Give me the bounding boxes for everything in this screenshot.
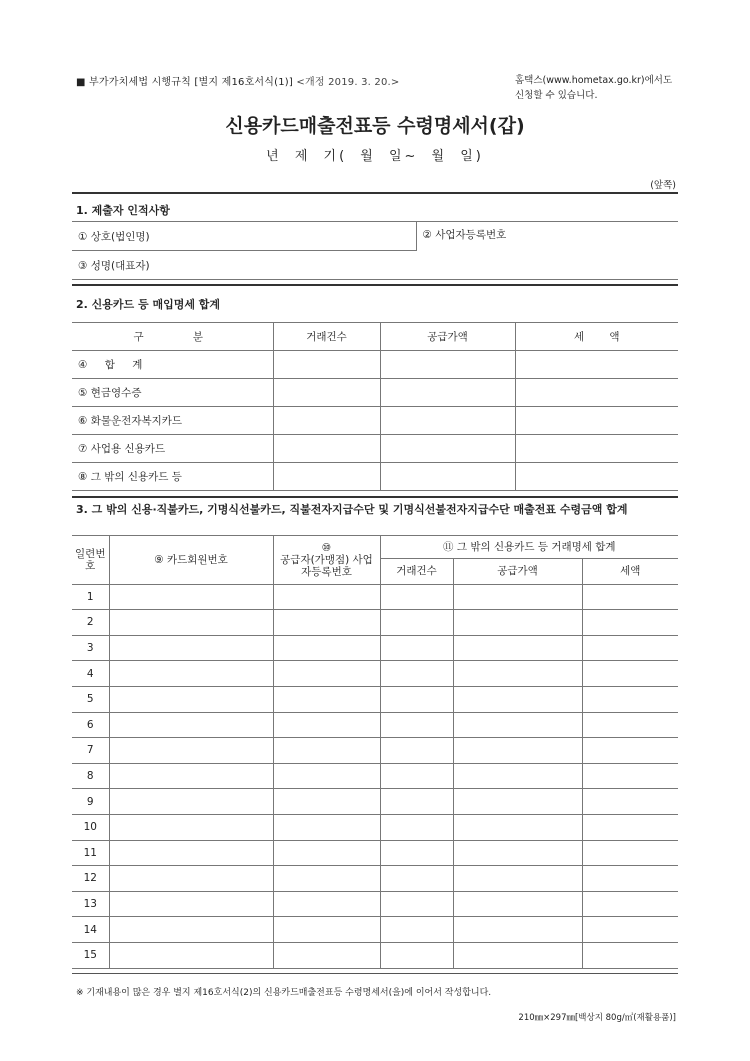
serial-number: 9 xyxy=(72,789,109,815)
table-row xyxy=(72,610,678,636)
cell-input[interactable] xyxy=(273,712,380,738)
cell-input[interactable] xyxy=(109,712,273,738)
cell-input[interactable] xyxy=(582,712,678,738)
cell-input[interactable] xyxy=(380,712,453,738)
header-tax: 세 액 xyxy=(515,323,678,351)
serial-number: 1 xyxy=(72,584,109,610)
trade-name-field[interactable]: ① 상호(법인명) xyxy=(72,222,416,251)
cell-input[interactable] xyxy=(453,635,582,661)
header-card-number: ⑨ 카드회원번호 xyxy=(109,536,273,585)
biz-reg-no-field[interactable]: ② 사업자등록번호 xyxy=(416,222,678,280)
purchase-summary-table xyxy=(72,322,678,491)
cell-input[interactable] xyxy=(109,814,273,840)
header-detail-count: 거래건수 xyxy=(380,559,453,585)
header-category: 구 분 xyxy=(72,323,273,351)
serial-number: 13 xyxy=(72,891,109,917)
cell-input[interactable] xyxy=(380,407,515,435)
cell-input[interactable] xyxy=(453,610,582,636)
revision-date: <개정 2019. 3. 20.> xyxy=(296,77,400,88)
table-row xyxy=(72,635,678,661)
cell-input[interactable] xyxy=(453,840,582,866)
cell-input[interactable] xyxy=(515,379,678,407)
cell-input[interactable] xyxy=(582,814,678,840)
cell-input[interactable] xyxy=(453,866,582,892)
cell-input[interactable] xyxy=(380,942,453,968)
hometax-line-2: 신청할 수 있습니다. xyxy=(515,90,598,101)
section3-title: 3. 그 밖의 신용·직불카드, 기명식선불카드, 직불전자지급수단 및 기명식선불전자지급수단 매출전표 수령금액 합계 xyxy=(76,503,628,516)
serial-number: 3 xyxy=(72,635,109,661)
cell-input[interactable] xyxy=(109,661,273,687)
table-row xyxy=(72,814,678,840)
table-row xyxy=(72,866,678,892)
table-row xyxy=(72,840,678,866)
cell-input[interactable] xyxy=(273,584,380,610)
cell-input[interactable] xyxy=(273,686,380,712)
cell-input[interactable] xyxy=(273,738,380,764)
cell-input[interactable] xyxy=(582,840,678,866)
table-row xyxy=(72,891,678,917)
cell-input[interactable] xyxy=(273,891,380,917)
header-supplier xyxy=(273,536,380,585)
cell-input[interactable] xyxy=(273,763,380,789)
row-freight-card-label: ⑥ 화물운전자복지카드 xyxy=(72,407,273,435)
table-row xyxy=(72,712,678,738)
serial-number: 15 xyxy=(72,942,109,968)
cell-input[interactable] xyxy=(109,891,273,917)
cell-input[interactable] xyxy=(109,942,273,968)
cell-input[interactable] xyxy=(515,407,678,435)
cell-input[interactable] xyxy=(453,712,582,738)
period-line: 년 제 기( 월 일~ 월 일) xyxy=(266,149,484,164)
hometax-notice xyxy=(515,73,672,103)
cell-input[interactable] xyxy=(109,635,273,661)
table-row xyxy=(72,686,678,712)
cell-input[interactable] xyxy=(109,686,273,712)
cell-input[interactable] xyxy=(273,351,380,379)
continuation-note: ※ 기재내용이 많은 경우 별지 제16호서식(2)의 신용카드매출전표등 수령명세서(을)에 이어서 작성합니다. xyxy=(76,988,492,998)
table-row xyxy=(72,942,678,968)
cell-input[interactable] xyxy=(453,891,582,917)
header-other-card-group: ⑪ 그 밖의 신용카드 등 거래명세 합계 xyxy=(380,536,678,559)
section3-top-rule xyxy=(72,496,678,498)
table-row xyxy=(72,584,678,610)
cell-input[interactable] xyxy=(380,763,453,789)
serial-number: 10 xyxy=(72,814,109,840)
cell-input[interactable] xyxy=(453,789,582,815)
cell-input[interactable] xyxy=(582,738,678,764)
form-title: 신용카드매출전표등 수령명세서(갑) xyxy=(225,115,525,137)
cell-input[interactable] xyxy=(380,789,453,815)
cell-input[interactable] xyxy=(380,584,453,610)
cell-input[interactable] xyxy=(273,610,380,636)
section2-top-rule xyxy=(72,284,678,286)
table-row xyxy=(72,763,678,789)
cell-input[interactable] xyxy=(273,635,380,661)
row-other-card-label: ⑧ 그 밖의 신용카드 등 xyxy=(72,463,273,491)
form-regulation xyxy=(76,73,400,88)
table-row xyxy=(72,738,678,764)
cell-input[interactable] xyxy=(582,917,678,943)
serial-number: 7 xyxy=(72,738,109,764)
submitter-info-table xyxy=(72,221,678,280)
cell-input[interactable] xyxy=(380,814,453,840)
cell-input[interactable] xyxy=(109,917,273,943)
cell-input[interactable] xyxy=(380,917,453,943)
cell-input[interactable] xyxy=(582,789,678,815)
serial-number: 5 xyxy=(72,686,109,712)
cell-input[interactable] xyxy=(582,891,678,917)
paper-spec: 210㎜×297㎜[백상지 80g/㎡(재활용품)] xyxy=(518,1013,676,1023)
table-row xyxy=(72,661,678,687)
header-serial: 일련번호 xyxy=(72,536,109,585)
cell-input[interactable] xyxy=(109,738,273,764)
cell-input[interactable] xyxy=(273,789,380,815)
cell-input[interactable] xyxy=(109,840,273,866)
cell-input[interactable] xyxy=(109,763,273,789)
section1-top-rule xyxy=(72,192,678,194)
serial-number: 8 xyxy=(72,763,109,789)
cell-input[interactable] xyxy=(453,917,582,943)
regulation-text: ■ 부가가치세법 시행규칙 [별지 제16호서식(1)] xyxy=(76,77,294,88)
header-supplier-label: 공급자(가맹점) 사업자등록번호 xyxy=(280,553,373,578)
serial-number: 14 xyxy=(72,917,109,943)
cell-input[interactable] xyxy=(273,379,380,407)
serial-number: 12 xyxy=(72,866,109,892)
cell-input[interactable] xyxy=(109,866,273,892)
cell-input[interactable] xyxy=(273,661,380,687)
header-supplier-number: ⑩ xyxy=(321,541,332,554)
cell-input[interactable] xyxy=(515,351,678,379)
cell-input[interactable] xyxy=(453,686,582,712)
cell-input[interactable] xyxy=(380,686,453,712)
cell-input[interactable] xyxy=(273,463,380,491)
serial-number: 4 xyxy=(72,661,109,687)
cell-input[interactable] xyxy=(453,814,582,840)
cell-input[interactable] xyxy=(380,463,515,491)
front-page-label: (앞쪽) xyxy=(650,180,676,191)
header-detail-tax: 세액 xyxy=(582,559,678,585)
cell-input[interactable] xyxy=(273,407,380,435)
cell-input[interactable] xyxy=(515,435,678,463)
cell-input[interactable] xyxy=(380,610,453,636)
cell-input[interactable] xyxy=(380,866,453,892)
row-business-card-label: ⑦ 사업용 신용카드 xyxy=(72,435,273,463)
cell-input[interactable] xyxy=(273,942,380,968)
cell-input[interactable] xyxy=(380,379,515,407)
serial-number: 11 xyxy=(72,840,109,866)
section2-title: 2. 신용카드 등 매입명세 합계 xyxy=(76,298,221,311)
cell-input[interactable] xyxy=(380,738,453,764)
cell-input[interactable] xyxy=(109,789,273,815)
table-row xyxy=(72,789,678,815)
cell-input[interactable] xyxy=(515,463,678,491)
cell-input[interactable] xyxy=(453,584,582,610)
cell-input[interactable] xyxy=(273,917,380,943)
receipt-detail-table xyxy=(72,535,678,969)
cell-input[interactable] xyxy=(453,661,582,687)
cell-input[interactable] xyxy=(582,635,678,661)
cell-input[interactable] xyxy=(380,435,515,463)
table-row xyxy=(72,917,678,943)
cell-input[interactable] xyxy=(273,840,380,866)
cell-input[interactable] xyxy=(109,584,273,610)
row-total-label: ④ 합 계 xyxy=(72,351,273,379)
cell-input[interactable] xyxy=(273,814,380,840)
cell-input[interactable] xyxy=(380,661,453,687)
row-cash-receipt-label: ⑤ 현금영수증 xyxy=(72,379,273,407)
cell-input[interactable] xyxy=(582,584,678,610)
serial-number: 2 xyxy=(72,610,109,636)
section1-title: 1. 제출자 인적사항 xyxy=(76,204,170,217)
cell-input[interactable] xyxy=(273,866,380,892)
cell-input[interactable] xyxy=(453,942,582,968)
hometax-line-1: 홈택스(www.hometax.go.kr)에서도 xyxy=(515,75,673,86)
cell-input[interactable] xyxy=(582,686,678,712)
cell-input[interactable] xyxy=(380,351,515,379)
cell-input[interactable] xyxy=(380,891,453,917)
section3-bottom-rule xyxy=(72,973,678,974)
representative-name-field[interactable]: ③ 성명(대표자) xyxy=(72,251,416,280)
cell-input[interactable] xyxy=(380,840,453,866)
header-detail-supply: 공급가액 xyxy=(453,559,582,585)
header-count: 거래건수 xyxy=(273,323,380,351)
cell-input[interactable] xyxy=(582,866,678,892)
cell-input[interactable] xyxy=(582,610,678,636)
cell-input[interactable] xyxy=(453,763,582,789)
cell-input[interactable] xyxy=(582,763,678,789)
cell-input[interactable] xyxy=(273,435,380,463)
header-supply-value: 공급가액 xyxy=(380,323,515,351)
serial-number: 6 xyxy=(72,712,109,738)
cell-input[interactable] xyxy=(109,610,273,636)
cell-input[interactable] xyxy=(380,635,453,661)
cell-input[interactable] xyxy=(453,738,582,764)
cell-input[interactable] xyxy=(582,942,678,968)
cell-input[interactable] xyxy=(582,661,678,687)
